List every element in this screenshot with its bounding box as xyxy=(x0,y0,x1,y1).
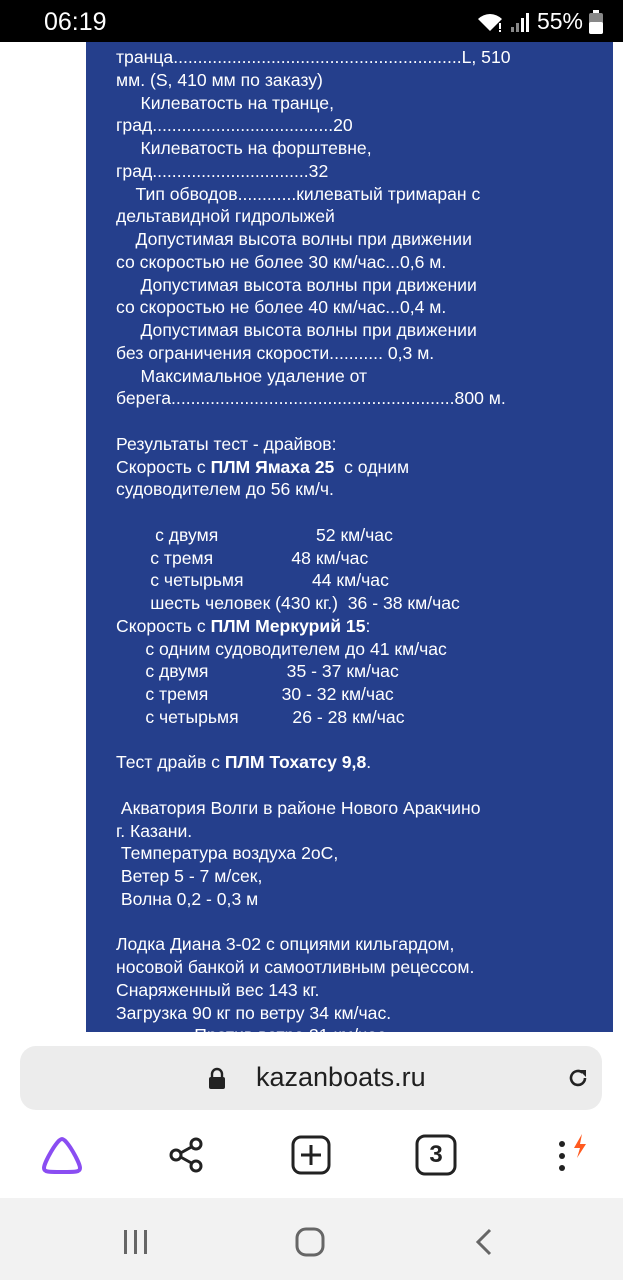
line-text: Тест драйв с xyxy=(116,752,225,773)
article-line: Температура воздуха 2оС, xyxy=(116,843,339,864)
article-line xyxy=(116,751,371,773)
wifi-icon xyxy=(475,11,505,33)
browser-bar xyxy=(0,1032,623,1198)
article-line: с тремя 48 км/час xyxy=(116,547,369,568)
article-line: Допустимая высота волны при движении xyxy=(116,320,477,340)
article-line: Ветер 5 - 7 м/сек, xyxy=(116,866,263,886)
battery-icon xyxy=(589,10,603,34)
status-icons xyxy=(475,8,603,35)
system-nav-bar xyxy=(0,1198,623,1280)
article-line: с двумя 52 км/час xyxy=(116,524,393,545)
article-line: с одним судоводителем до 41 км/час xyxy=(116,638,447,659)
article-line: с четырьмя 26 - 28 км/час xyxy=(116,706,405,727)
line-bold-text: ПЛМ Меркурий 15 xyxy=(210,615,366,636)
article-line: с четырьмя 44 км/час xyxy=(116,570,389,591)
reload-icon[interactable] xyxy=(566,1066,590,1090)
article-line: мм. (S, 410 мм по заказу) xyxy=(116,69,323,90)
article-line: шесть человек (430 кг.) 36 - 38 км/час xyxy=(116,593,460,613)
signal-icon xyxy=(511,11,531,33)
line-text: . xyxy=(366,752,372,773)
back-icon[interactable] xyxy=(464,1222,504,1262)
article-line: Максимальное удаление от xyxy=(116,365,368,386)
status-bar xyxy=(0,0,623,42)
article-panel xyxy=(86,42,613,1032)
article-line: град.....................................20 xyxy=(116,115,353,136)
article-line: дельтавидной гидролыжей xyxy=(116,206,335,227)
line-bold-text: ПЛМ Ямаха 25 xyxy=(210,456,335,477)
article-line: г. Казани. xyxy=(116,820,193,841)
article-line: судоводителем до 56 км/ч. xyxy=(116,479,334,500)
article-line: без ограничения скорости........... 0,3 м. xyxy=(116,342,435,363)
alice-icon[interactable] xyxy=(37,1130,87,1180)
recent-apps-icon[interactable] xyxy=(116,1222,156,1262)
tab-count: 3 xyxy=(429,1141,443,1168)
article-line: Загрузка 90 кг по ветру 34 км/час. xyxy=(116,1002,392,1023)
article-line: Лодка Диана 3-02 с опциями кильгардом, xyxy=(116,934,455,955)
new-tab-icon[interactable] xyxy=(286,1130,336,1180)
article-line xyxy=(116,456,409,478)
share-icon[interactable] xyxy=(161,1130,211,1180)
web-page[interactable] xyxy=(0,42,623,1032)
article-line: Волна 0,2 - 0,3 м xyxy=(116,888,259,909)
article-line: Допустимая высота волны при движении xyxy=(116,229,472,249)
home-icon[interactable] xyxy=(290,1222,330,1262)
article-line: с двумя 35 - 37 км/час xyxy=(116,661,399,682)
url-text[interactable]: kazanboats.ru xyxy=(256,1062,426,1092)
line-text: Скорость с xyxy=(116,615,211,636)
article-line: с тремя 30 - 32 км/час xyxy=(116,684,394,704)
menu-icon[interactable] xyxy=(542,1130,592,1180)
status-time: 06:19 xyxy=(44,8,107,36)
article-line: Результаты тест - драйвов: xyxy=(116,433,337,454)
article-line: Допустимая высота волны при движении xyxy=(116,274,477,295)
line-text: с одним xyxy=(334,456,410,477)
article-line: со скоростью не более 30 км/час...0,6 м. xyxy=(116,251,447,272)
article-line: Снаряженный вес 143 кг. xyxy=(116,979,320,1000)
line-text: Скорость с xyxy=(116,456,211,477)
article-line: носовой банкой и самоотливным рецессом. xyxy=(116,957,475,977)
article-line: со скоростью не более 40 км/час...0,4 м. xyxy=(116,297,447,318)
article-line: транца...........................................................L, 510 xyxy=(116,47,511,67)
article-line xyxy=(116,615,370,637)
article-line: берега..........................................................800 м. xyxy=(116,388,506,409)
article-line: Килеватость на транце, xyxy=(116,92,334,113)
article-line: Акватория Волги в районе Нового Аракчино xyxy=(116,797,481,818)
battery-percent: 55% xyxy=(536,8,583,34)
article-line: град................................32 xyxy=(116,160,329,181)
browser-toolbar xyxy=(0,1124,623,1192)
article-line: Килеватость на форштевне, xyxy=(116,138,372,158)
article-line: Тип обводов............килеватый тримаран с xyxy=(116,183,481,204)
address-bar[interactable] xyxy=(20,1046,602,1110)
line-bold-text: ПЛМ Тохатсу 9,8 xyxy=(224,752,367,773)
lock-icon xyxy=(208,1068,226,1090)
tabs-icon[interactable] xyxy=(411,1130,461,1180)
line-text: : xyxy=(365,615,371,636)
